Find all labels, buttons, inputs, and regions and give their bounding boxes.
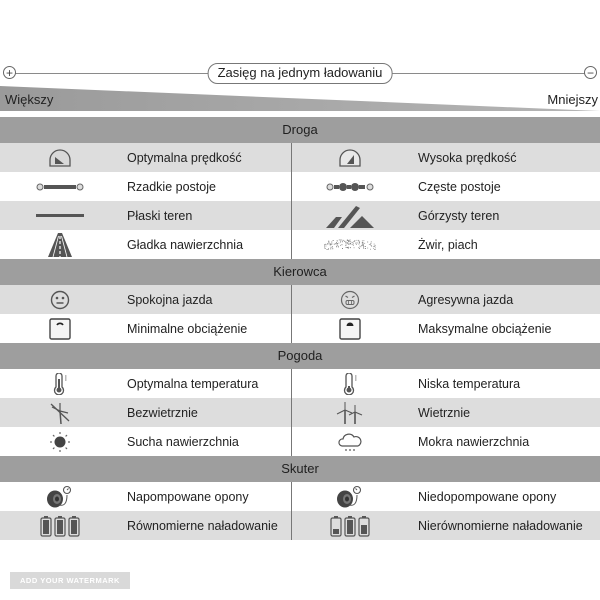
label: Rzadkie postoje — [127, 179, 216, 194]
table-row — [0, 230, 600, 259]
road-icon — [30, 230, 90, 259]
right-cell — [300, 201, 600, 230]
label: Sucha nawierzchnia — [127, 434, 239, 449]
section-header-skuter: Skuter — [0, 456, 600, 482]
table-row — [0, 172, 600, 201]
label: Górzysty teren — [418, 208, 500, 223]
section-header-droga: Droga — [0, 117, 600, 143]
left-cell — [0, 511, 300, 540]
angry-face-icon — [320, 285, 380, 314]
range-scale — [0, 60, 600, 115]
right-cell — [300, 230, 600, 259]
right-cell — [300, 511, 600, 540]
label: Optymalna prędkość — [127, 150, 242, 165]
thermometer-optimal-icon — [30, 369, 90, 398]
table-row — [0, 511, 600, 540]
range-wedge — [0, 84, 600, 112]
label: Żwir, piach — [418, 237, 478, 252]
label: Płaski teren — [127, 208, 193, 223]
left-cell — [0, 172, 300, 201]
left-cell — [0, 143, 300, 172]
section-header-pogoda: Pogoda — [0, 343, 600, 369]
gravel-icon — [320, 230, 380, 259]
label: Mokra nawierzchnia — [418, 434, 530, 449]
right-cell — [300, 143, 600, 172]
left-cell — [0, 314, 300, 343]
right-cell — [300, 369, 600, 398]
scale-max-icon — [320, 314, 380, 343]
label: Równomierne naładowanie — [127, 518, 278, 533]
label: Niska temperatura — [418, 376, 521, 391]
table-row — [0, 427, 600, 456]
sun-icon — [30, 427, 90, 456]
label: Agresywna jazda — [418, 292, 514, 307]
wind-turbines-icon — [320, 398, 380, 427]
label: Spokojna jazda — [127, 292, 213, 307]
scale-left-label: Większy — [5, 92, 54, 107]
section-header-kierowca: Kierowca — [0, 259, 600, 285]
label: Częste postoje — [418, 179, 501, 194]
table-row — [0, 482, 600, 511]
label: Optymalna temperatura — [127, 376, 259, 391]
label: Minimalne obciążenie — [127, 321, 248, 336]
right-cell — [300, 427, 600, 456]
plus-icon: + — [3, 66, 16, 79]
table-row — [0, 285, 600, 314]
label: Gładka nawierzchnia — [127, 237, 244, 252]
scale-right-label: Mniejszy — [547, 92, 598, 107]
watermark: ADD YOUR WATERMARK — [10, 572, 130, 589]
label: Wysoka prędkość — [418, 150, 517, 165]
left-cell — [0, 230, 300, 259]
right-cell — [300, 314, 600, 343]
label: Napompowane opony — [127, 489, 249, 504]
left-cell — [0, 427, 300, 456]
table-row — [0, 314, 600, 343]
scale-title: Zasięg na jednym ładowaniu — [208, 63, 393, 84]
left-cell — [0, 398, 300, 427]
table-row — [0, 398, 600, 427]
calm-face-icon — [30, 285, 90, 314]
label: Bezwietrznie — [127, 405, 198, 420]
table-row — [0, 201, 600, 230]
left-cell — [0, 285, 300, 314]
rain-cloud-icon — [320, 427, 380, 456]
table-row — [0, 369, 600, 398]
left-cell — [0, 482, 300, 511]
label: Nierównomierne naładowanie — [418, 518, 583, 533]
right-cell — [300, 285, 600, 314]
batteries-uneven-icon — [320, 511, 380, 540]
mountains-icon — [320, 201, 380, 230]
speedometer-high-icon — [320, 143, 380, 172]
factors-table — [0, 117, 600, 540]
table-row — [0, 143, 600, 172]
right-cell — [300, 398, 600, 427]
few-stops-icon — [30, 172, 90, 201]
flat-terrain-icon — [30, 201, 90, 230]
no-wind-icon — [30, 398, 90, 427]
label: Niedopompowane opony — [418, 489, 557, 504]
left-cell — [0, 201, 300, 230]
minus-icon: − — [584, 66, 597, 79]
thermometer-low-icon — [320, 369, 380, 398]
scale-min-icon — [30, 314, 90, 343]
right-cell — [300, 172, 600, 201]
speedometer-low-icon — [30, 143, 90, 172]
right-cell — [300, 482, 600, 511]
frequent-stops-icon — [320, 172, 380, 201]
label: Wietrznie — [418, 405, 471, 420]
tire-underinflated-icon — [320, 482, 380, 511]
label: Maksymalne obciążenie — [418, 321, 552, 336]
left-cell — [0, 369, 300, 398]
tire-inflated-icon — [30, 482, 90, 511]
batteries-even-icon — [30, 511, 90, 540]
